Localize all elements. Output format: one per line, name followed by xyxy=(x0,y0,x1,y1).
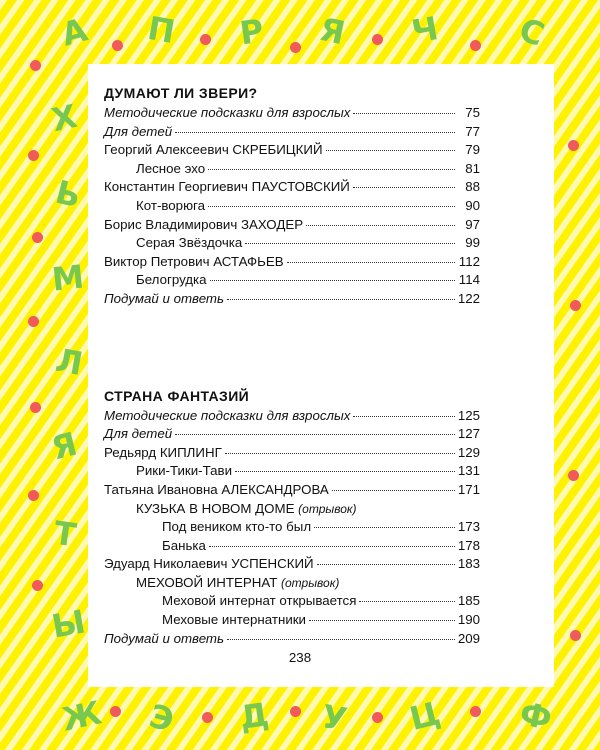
dot-leader xyxy=(227,639,455,640)
dot-leader xyxy=(353,113,455,114)
entry-page: 97 xyxy=(465,216,480,232)
toc-entry[interactable] xyxy=(104,538,480,557)
dot-leader xyxy=(353,416,454,417)
toc-entry[interactable] xyxy=(104,124,480,143)
decor-dot xyxy=(200,34,211,45)
decor-dot xyxy=(28,490,39,501)
entry-title: Виктор Петрович АСТАФЬЕВ xyxy=(104,253,284,269)
dot-leader xyxy=(314,527,455,528)
dot-leader xyxy=(287,262,455,263)
decor-dot xyxy=(28,150,39,161)
entry-page: 114 xyxy=(458,272,480,288)
decor-dot xyxy=(28,316,39,327)
decor-dot xyxy=(568,140,579,151)
entry-title: Рики-Тики-Тави xyxy=(136,463,233,479)
toc-entry[interactable] xyxy=(104,254,480,273)
entry-title: Меховой интернат открывается xyxy=(162,593,357,609)
section-spacer xyxy=(104,310,480,388)
entry-page: 112 xyxy=(458,253,480,269)
dot-leader xyxy=(209,546,455,547)
toc-entry[interactable] xyxy=(104,235,480,254)
dot-leader xyxy=(225,453,455,454)
decor-dot xyxy=(372,34,383,45)
toc-entry[interactable] xyxy=(104,272,480,291)
toc-entry[interactable] xyxy=(104,593,480,612)
dot-leader xyxy=(306,225,455,226)
entry-title: Меховые интернатники xyxy=(162,612,306,628)
entry-title: Константин Георгиевич ПАУСТОВСКИЙ xyxy=(104,179,350,195)
toc-entry[interactable] xyxy=(104,408,480,427)
entry-page: 79 xyxy=(465,142,480,158)
border-letter: Э xyxy=(145,696,179,740)
entry-page: 99 xyxy=(465,235,480,251)
border-letter: А xyxy=(57,10,92,54)
page-number: 238 xyxy=(288,650,312,665)
dot-leader xyxy=(332,490,455,491)
dot-leader xyxy=(210,280,455,281)
border-letter: Ц xyxy=(405,693,444,739)
border-letter: Р xyxy=(237,11,266,53)
dot-leader xyxy=(245,243,455,244)
dot-leader xyxy=(326,150,455,151)
toc-entry[interactable] xyxy=(104,142,480,161)
entry-page: 90 xyxy=(465,197,480,213)
decor-dot xyxy=(30,60,41,71)
entry-title: Эдуард Николаевич УСПЕНСКИЙ xyxy=(104,556,314,572)
border-letter: Д xyxy=(237,695,272,737)
dot-leader xyxy=(235,471,455,472)
decor-dot xyxy=(570,630,581,641)
dot-leader xyxy=(175,434,455,435)
entry-title: Методические подсказки для взрослых xyxy=(104,105,351,120)
work-title: МЕХОВОЙ ИНТЕРНАТ xyxy=(136,574,278,590)
work-note: (отрывок) xyxy=(298,501,357,516)
entry-title: Серая Звёздочка xyxy=(136,235,243,251)
toc-entry[interactable] xyxy=(104,482,480,501)
entry-page: 131 xyxy=(457,463,480,479)
decor-dot xyxy=(470,706,481,717)
dot-leader xyxy=(208,206,455,207)
dot-leader xyxy=(317,564,455,565)
entry-title: Георгий Алексеевич СКРЕБИЦКИЙ xyxy=(104,142,323,158)
entry-title: Подумай и ответь xyxy=(104,290,225,306)
decor-dot xyxy=(568,470,579,481)
entry-page: 81 xyxy=(465,160,480,176)
decor-dot xyxy=(570,300,581,311)
toc-entry[interactable] xyxy=(104,556,480,575)
entry-page: 77 xyxy=(465,123,480,139)
work-heading xyxy=(104,575,480,594)
toc-entry[interactable] xyxy=(104,217,480,236)
decor-dot xyxy=(110,706,121,717)
toc-entry[interactable] xyxy=(104,631,480,650)
entry-page: 75 xyxy=(465,105,480,120)
border-letter: М xyxy=(50,257,86,299)
table-of-contents xyxy=(104,85,480,649)
entry-title: Борис Владимирович ЗАХОДЕР xyxy=(104,216,304,232)
entry-page: 185 xyxy=(457,593,480,609)
decor-dot xyxy=(112,40,123,51)
entry-page: 129 xyxy=(457,444,480,460)
entry-page: 125 xyxy=(457,407,480,423)
decor-dot xyxy=(290,42,301,53)
entry-page: 88 xyxy=(465,179,480,195)
section-title: ДУМАЮТ ЛИ ЗВЕРИ? xyxy=(104,85,258,101)
work-note: (отрывок) xyxy=(281,575,340,590)
toc-entry[interactable] xyxy=(104,519,480,538)
entry-title: Методические подсказки для взрослых xyxy=(104,407,351,423)
dot-leader xyxy=(353,187,455,188)
decor-dot xyxy=(202,712,213,723)
border-letter: Ы xyxy=(48,602,89,646)
decor-dot xyxy=(32,232,43,243)
entry-title: Редьярд КИПЛИНГ xyxy=(104,444,222,460)
entry-title: Татьяна Ивановна АЛЕКСАНДРОВА xyxy=(104,481,329,497)
border-letter: Х xyxy=(48,96,81,140)
entry-page: 127 xyxy=(457,426,480,442)
border-letter: Ь xyxy=(51,172,85,216)
entry-title: Банька xyxy=(162,537,206,553)
dot-leader xyxy=(208,169,455,170)
toc-entry[interactable] xyxy=(104,198,480,217)
border-letter: Я xyxy=(316,9,349,53)
entry-title: Для детей xyxy=(104,123,173,139)
entry-title: Под веником кто-то был xyxy=(162,519,312,535)
dot-leader xyxy=(227,299,455,300)
border-letter: С xyxy=(514,10,550,54)
toc-entry[interactable] xyxy=(104,426,480,445)
toc-entry[interactable] xyxy=(104,291,480,310)
decor-dot xyxy=(372,712,383,723)
decor-dot xyxy=(30,402,41,413)
work-title: КУЗЬКА В НОВОМ ДОМЕ xyxy=(136,500,295,516)
border-letter: Т xyxy=(51,513,79,555)
decor-dot xyxy=(290,706,301,717)
toc-entry[interactable] xyxy=(104,463,480,482)
dot-leader xyxy=(175,132,455,133)
entry-page: 183 xyxy=(457,556,480,572)
toc-entry[interactable] xyxy=(104,161,480,180)
border-letter: Ф xyxy=(516,694,556,738)
toc-entry[interactable] xyxy=(104,105,480,124)
toc-entry[interactable] xyxy=(104,445,480,464)
entry-page: 122 xyxy=(457,290,480,306)
entry-page: 190 xyxy=(457,612,480,628)
border-letter: Ж xyxy=(58,693,105,739)
work-heading xyxy=(104,501,480,520)
entry-page: 171 xyxy=(457,481,480,497)
entry-title: Для детей xyxy=(104,426,173,442)
entry-page: 209 xyxy=(457,630,480,646)
entry-title: Кот-ворюга xyxy=(136,197,205,213)
decor-dot xyxy=(470,40,481,51)
entry-title: Белогрудка xyxy=(136,272,207,288)
border-letter: Ч xyxy=(408,9,441,51)
decor-dot xyxy=(32,580,43,591)
entry-page: 173 xyxy=(457,519,480,535)
entry-page: 178 xyxy=(457,537,480,553)
entry-title: Лесное эхо xyxy=(136,160,206,176)
border-letter: П xyxy=(144,8,178,52)
border-letter: У xyxy=(318,697,350,739)
dot-leader xyxy=(309,620,455,621)
dot-leader xyxy=(359,601,454,602)
border-letter: Я xyxy=(47,424,81,468)
border-letter: Л xyxy=(52,340,86,384)
toc-entry[interactable] xyxy=(104,179,480,198)
toc-entry[interactable] xyxy=(104,612,480,631)
section-title: СТРАНА ФАНТАЗИЙ xyxy=(104,387,250,404)
entry-title: Подумай и ответь xyxy=(104,630,225,646)
